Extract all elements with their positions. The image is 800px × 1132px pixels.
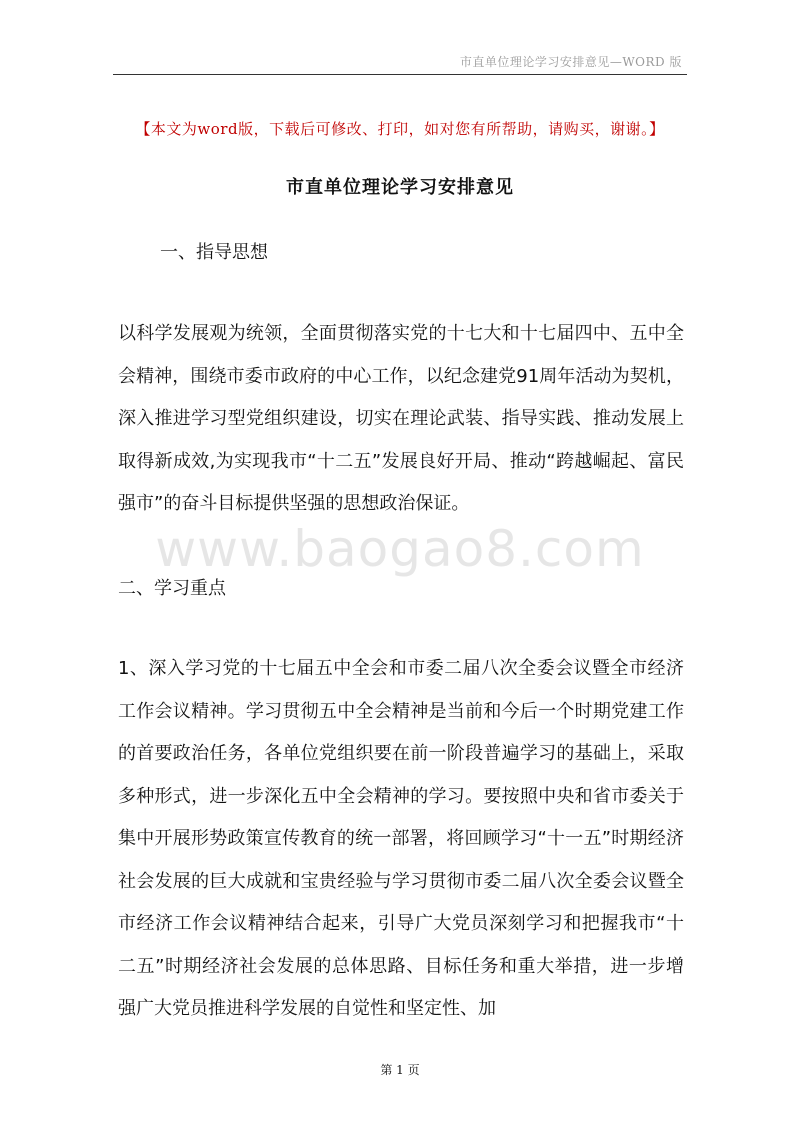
watermark: www.baogao8.com (155, 520, 645, 578)
document-title: 市直单位理论学习安排意见 (286, 177, 514, 198)
section-paragraph-guiding-ideology: 以科学发展观为统领，全面贯彻落实党的十七大和十七届四中、五中全会精神，围绕市委市政府的中心工作，以纪念建党91周年活动为契机，深入推进学习型党组织建设，切实在理论武装、指导实践、推动发展上取得新成效,为实现我市“十二五”发展良好开局、推动“跨越崛起、富民强市”的奋斗目标提供坚强的思想政治保证。 (118, 323, 684, 514)
page-number: 第 1 页 (380, 1063, 420, 1077)
purchase-notice: 【本文为word版，下载后可修改、打印，如对您有所帮助，请购买，谢谢。】 (135, 120, 665, 138)
header-divider (113, 74, 687, 75)
running-header: 市直单位理论学习安排意见—WORD 版 (459, 55, 682, 69)
section-heading-study-focus: 二、学习重点 (118, 578, 226, 599)
section-heading-guiding-ideology: 一、指导思想 (160, 242, 268, 263)
section-paragraph-study-focus: 1、深入学习党的十七届五中全会和市委二届八次全委会议暨全市经济工作会议精神。学习贯彻五中全会精神是当前和今后一个时期党建工作的首要政治任务，各单位党组织要在前一阶段普遍学习的基础上，采取多种形式，进一步深化五中全会精神的学习。要按照中央和省市委关于集中开展形势政策宣传教育的统一部署，将回顾学习“十一五”时期经济社会发展的巨大成就和宝贵经验与学习贯彻市委二届八次全委会议暨全市经济工作会议精神结合起来，引导广大党员深刻学习和把握我市“十二五”时期经济社会发展的总体思路、目标任务和重大举措，进一步增强广大党员推进科学发展的自觉性和坚定性、加 (118, 658, 684, 1019)
